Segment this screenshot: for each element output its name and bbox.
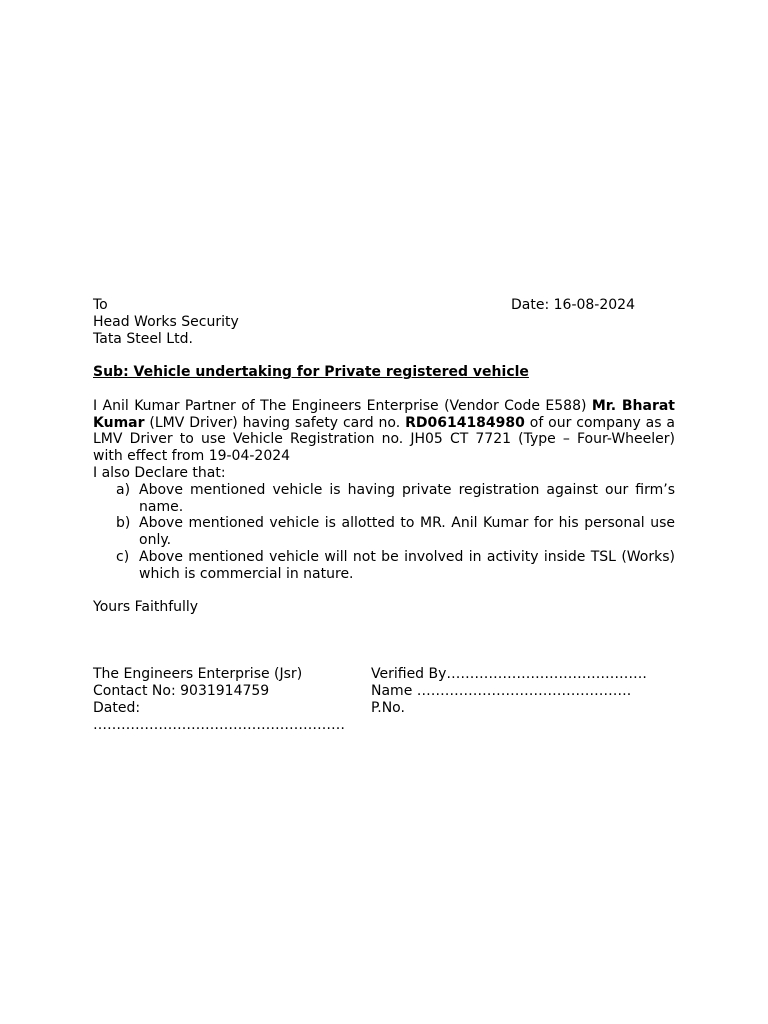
declaration-text: Above mentioned vehicle is having private registration against our firm’s name. xyxy=(139,481,675,515)
company-name: The Engineers Enterprise (Jsr) xyxy=(93,666,303,683)
verifier-name: Name ………………………………………. xyxy=(371,682,632,699)
subject-line: Sub: Vehicle undertaking for Private registered vehicle xyxy=(93,364,529,381)
safety-card-number: RD0614184980 xyxy=(405,414,525,431)
driver-name: Mr. Bharat Kumar xyxy=(93,397,675,431)
list-marker: a) xyxy=(116,481,131,498)
declare-intro: I also Declare that: xyxy=(93,464,226,481)
declaration-text: Above mentioned vehicle will not be involved in activity inside TSL (Works) which is commercial in nature. xyxy=(139,548,675,582)
recipient-line-1: Head Works Security xyxy=(93,313,239,330)
verified-by: Verified By……………………………………. xyxy=(371,666,647,683)
spacer xyxy=(93,381,675,398)
body-paragraph xyxy=(93,398,675,465)
letter-page xyxy=(93,297,675,733)
closing-salutation: Yours Faithfully xyxy=(93,599,199,616)
spacer xyxy=(93,583,675,600)
contact-number: Contact No: 9031914759 xyxy=(93,682,270,699)
recipient-line-2: Tata Steel Ltd. xyxy=(93,330,193,347)
body-part-1: I Anil Kumar Partner of The Engineers Enterprise (Vendor Code E588) xyxy=(93,397,592,414)
spacer xyxy=(93,347,675,364)
declaration-list xyxy=(93,482,675,583)
signature-left xyxy=(93,666,373,733)
list-marker: c) xyxy=(116,548,130,565)
header-row xyxy=(93,297,675,314)
list-marker: b) xyxy=(116,515,131,532)
dated-label: Dated: xyxy=(93,699,141,716)
to-label: To xyxy=(93,297,108,313)
signature-right xyxy=(371,666,681,716)
pno-label: P.No. xyxy=(371,699,405,716)
declaration-item xyxy=(93,549,675,583)
letter-date: Date: 16-08-2024 xyxy=(511,297,635,313)
body-part-2: (LMV Driver) having safety card no. xyxy=(144,414,406,431)
declaration-item xyxy=(93,482,675,516)
declaration-text: Above mentioned vehicle is allotted to MR. Anil Kumar for his personal use only. xyxy=(139,515,675,549)
body-part-3: of our company as a LMV Driver to use Vehicle Registration no. JH05 CT 7721 (Type – Four-Wheeler) with effect from 19-04-2024 xyxy=(93,414,675,465)
dated-dots: ……………………………………………… xyxy=(93,716,345,733)
declaration-item xyxy=(93,515,675,549)
